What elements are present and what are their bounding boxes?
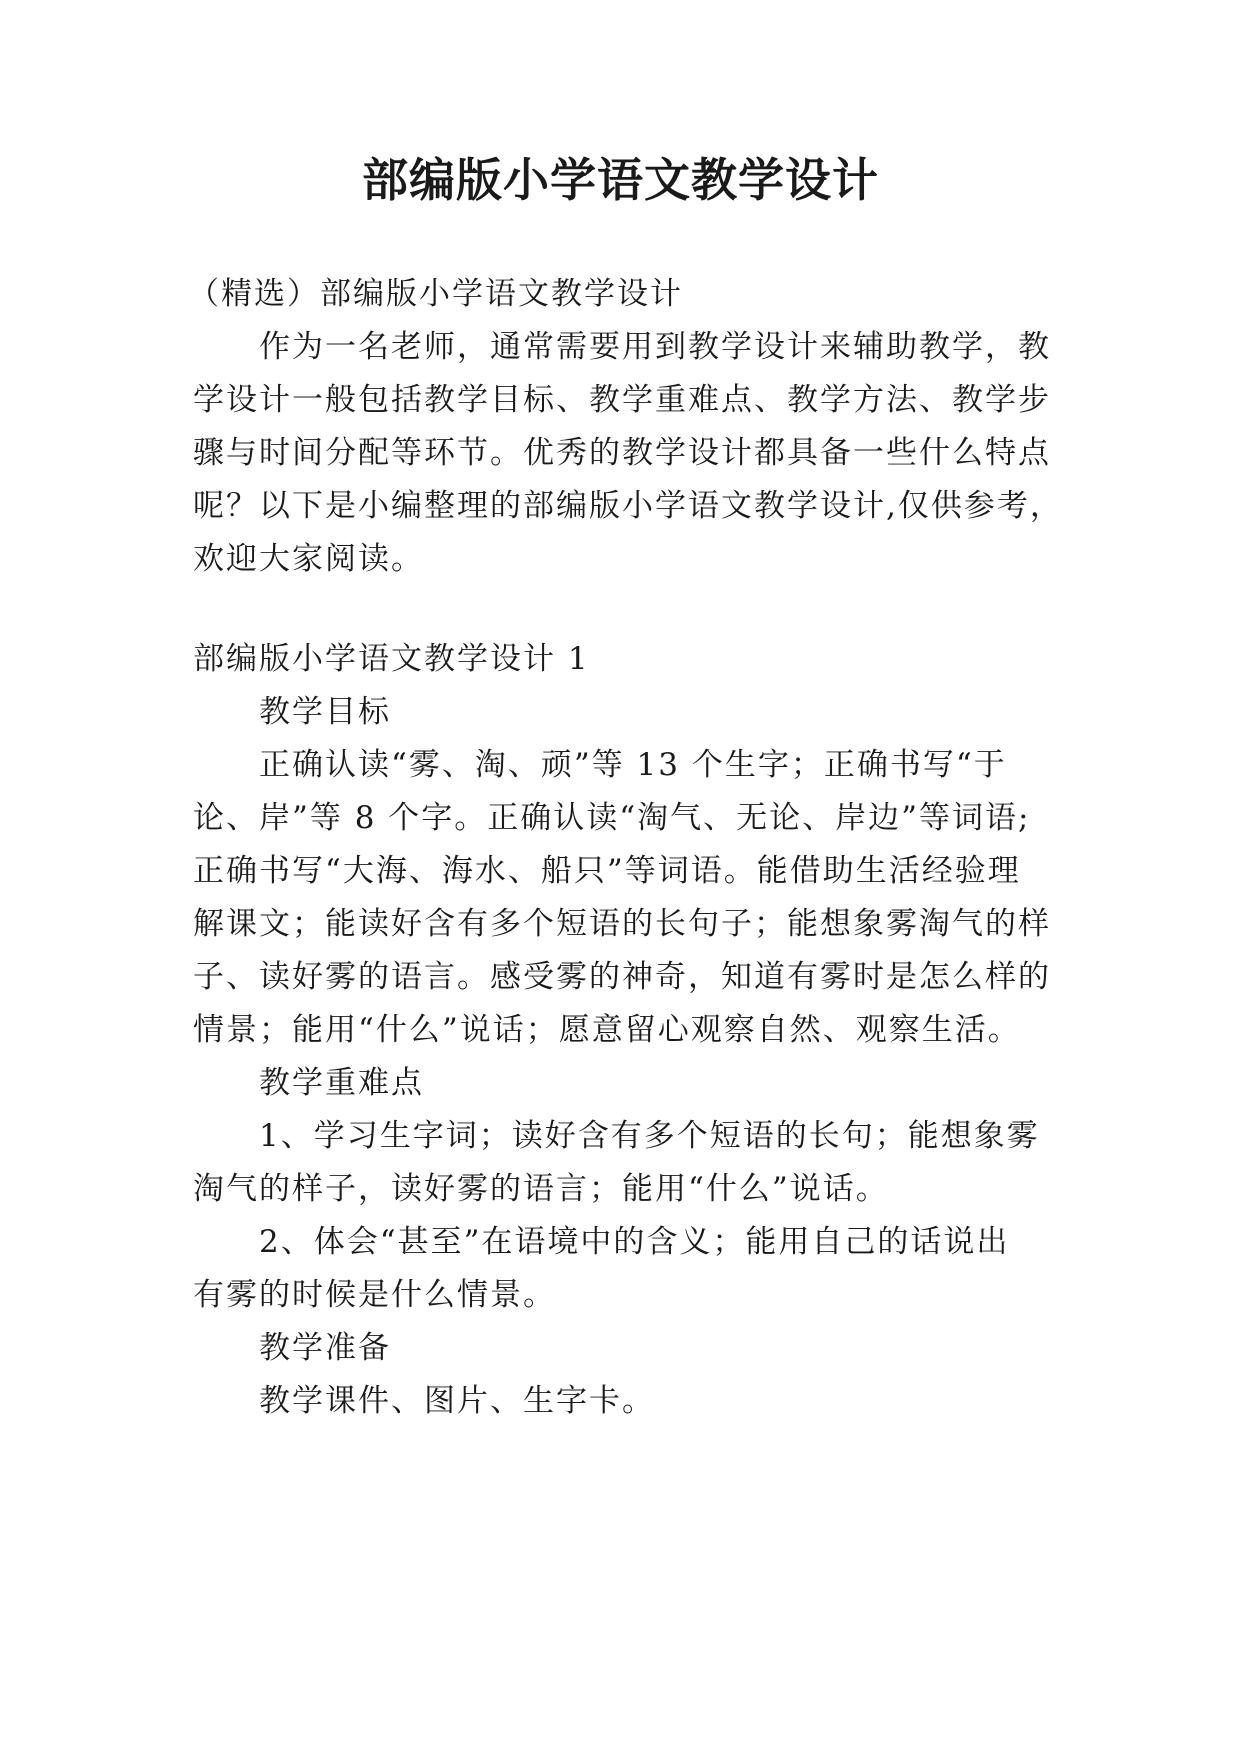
difficulty-point-1-line: 淘气的样子，读好雾的语言；能用“什么”说话。 [193, 1171, 889, 1207]
difficulty-point-2-line: 2、体会“甚至”在语境中的含义；能用自己的话说出 [259, 1224, 1010, 1260]
difficulty-point-1-line: 1、学习生字词；读好含有多个短语的长句；能想象雾 [259, 1118, 1040, 1154]
objectives-line: 正确认读“雾、淘、顽”等 13 个生字；正确书写“于 [259, 747, 1007, 783]
objectives-line: 论、岸”等 8 个字。正确认读“淘气、无论、岸边”等词语; [193, 800, 1031, 836]
objectives-line: 情景；能用“什么”说话；愿意留心观察自然、观察生活。 [193, 1012, 1021, 1048]
intro-line: 欢迎大家阅读。 [193, 541, 424, 577]
document-subtitle: （精选）部编版小学语文教学设计 [188, 276, 683, 312]
document-title: 部编版小学语文教学设计 [362, 153, 879, 207]
intro-line: 作为一名老师，通常需要用到教学设计来辅助教学，教 [259, 329, 1051, 365]
objectives-line: 正确书写“大海、海水、船只”等词语。能借助生活经验理 [193, 853, 1021, 889]
intro-line: 呢？以下是小编整理的部编版小学语文教学设计,仅供参考， [193, 488, 1063, 524]
intro-line: 骤与时间分配等环节。优秀的教学设计都具备一些什么特点 [193, 435, 1051, 471]
intro-line: 学设计一般包括教学目标、教学重难点、教学方法、教学步 [193, 382, 1051, 418]
preparation-text: 教学课件、图片、生字卡。 [259, 1383, 655, 1419]
difficulty-heading: 教学重难点 [259, 1065, 424, 1101]
preparation-heading: 教学准备 [259, 1330, 391, 1366]
difficulty-point-2-line: 有雾的时候是什么情景。 [193, 1277, 556, 1313]
objectives-line: 子、读好雾的语言。感受雾的神奇，知道有雾时是怎么样的 [193, 959, 1051, 995]
objectives-line: 解课文；能读好含有多个短语的长句子；能想象雾淘气的样 [193, 906, 1051, 942]
section-heading: 部编版小学语文教学设计 1 [193, 641, 590, 677]
objectives-heading: 教学目标 [259, 694, 391, 730]
